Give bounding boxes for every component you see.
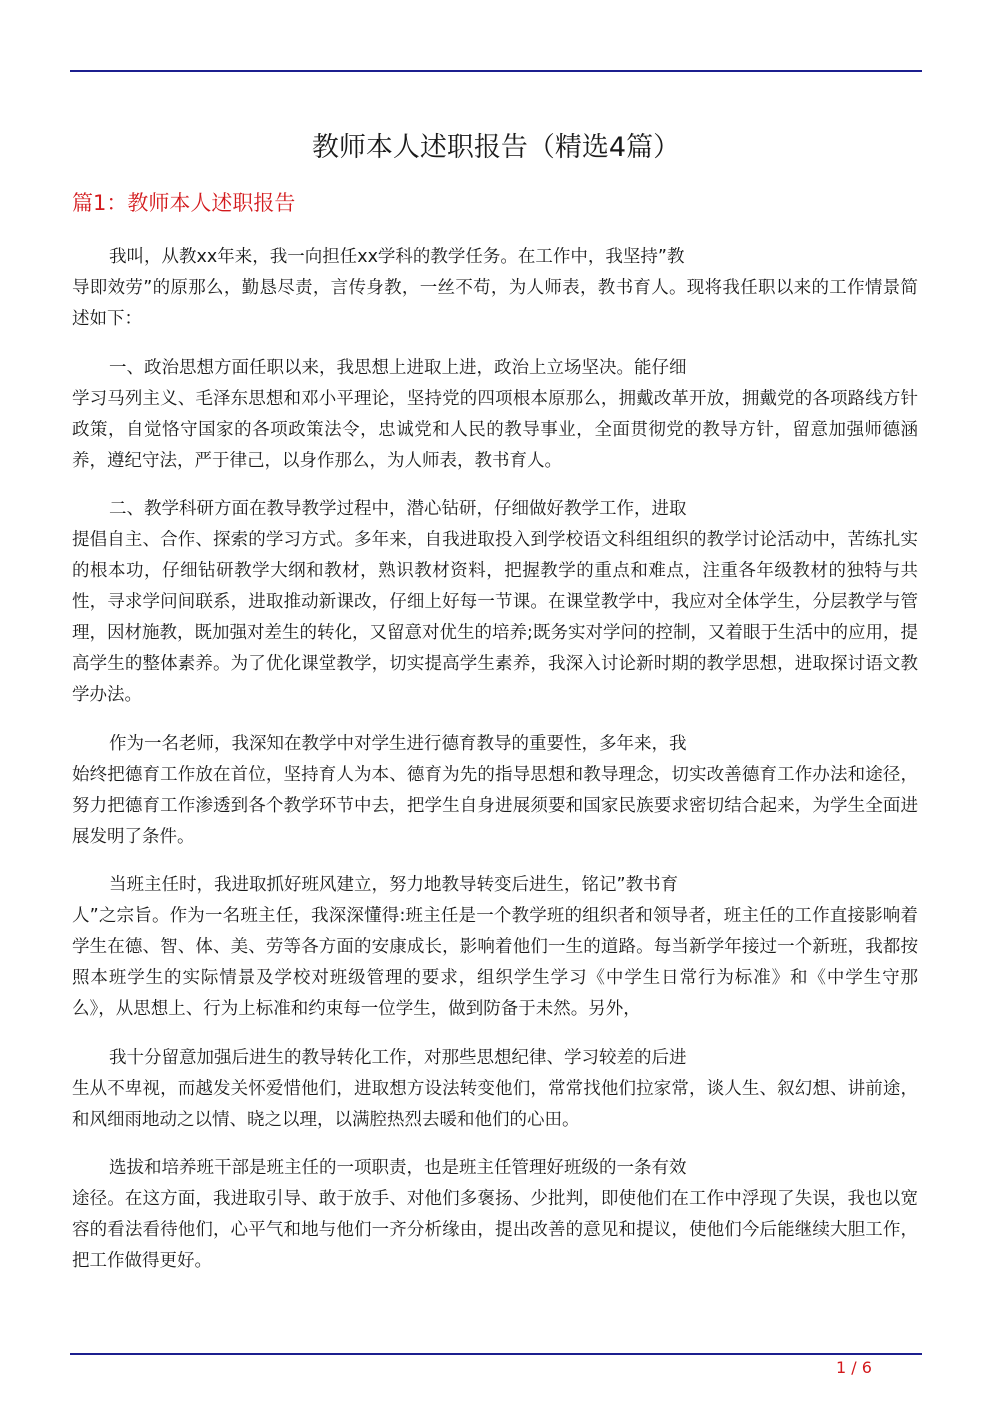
- paragraph-1-body: 导即效劳”的原那么，勤恳尽责，言传身教，一丝不苟，为人师表，教书育人。现将我任职以来的工作情景简述如下：: [72, 278, 918, 329]
- paragraph-3-body: 提倡自主、合作、探索的学习方式。多年来，自我进取投入到学校语文科组组织的教学讨论活动中，苦练扎实的根本功，仔细钻研教学大纲和教材，熟识教材资料，把握教学的重点和难点，注重各年级教材的独特与共性，寻求学问间联系，进取推动新课改，仔细上好每一节课。在课堂教学中，我应对全体学生，分层教学与管理，因材施教，既加强对差生的转化，又留意对优生的培养;既务实对学问的控制，又着眼于生活中的应用，提高学生的整体素养。为了优化课堂教学，切实提高学生素养，我深入讨论新时期的教学思想，进取探讨语文教学办法。: [72, 530, 918, 705]
- header-rule: [70, 70, 922, 72]
- paragraph-1-first-line: 我叫，从教xx年来，我一向担任xx学科的教学任务。在工作中，我坚持”教: [109, 247, 685, 267]
- footer-rule: [70, 1353, 922, 1355]
- paragraph-6-body: 生从不卑视，而越发关怀爱惜他们，进取想方设法转变他们，常常找他们拉家常，谈人生、叙幻想、讲前途，和风细雨地动之以情、晓之以理，以满腔热烈去暖和他们的心田。: [72, 1078, 918, 1130]
- paragraph-5-first-line: 当班主任时，我进取抓好班风建立，努力地教导转变后进生，铭记”教书育: [109, 875, 679, 895]
- paragraph-7-body: 途径。在这方面，我进取引导、敢于放手、对他们多褒扬、少批判，即使他们在工作中浮现了失误，我也以宽容的看法看待他们，心平气和地与他们一齐分析缘由，提出改善的意见和提议，使他们今后能继续大胆工作，把工作做得更好。: [72, 1189, 918, 1271]
- paragraph-6-first-line: 我十分留意加强后进生的教导转化工作，对那些思想纪律、学习较差的后进: [109, 1047, 687, 1068]
- paragraph-5: [72, 870, 918, 1025]
- paragraph-3-first-line: 二、教学科研方面在教导教学过程中，潜心钻研，仔细做好教学工作，进取: [109, 499, 687, 519]
- document-title: 教师本人述职报告（精选4篇）: [311, 132, 681, 163]
- paragraph-5-body: 人”之宗旨。作为一名班主任，我深深懂得:班主任是一个教学班的组织者和领导者，班主任的工作直接影响着学生在德、智、体、美、劳等各方面的安康成长，影响着他们一生的道路。每当新学年接过一个新班，我都按照本班学生的实际情景及学校对班级管理的要求，组织学生学习《中学生日常行为标准》和《中学生守那么》，从思想上、行为上标准和约束每一位学生，做到防备于未然。另外，: [72, 906, 918, 1019]
- paragraph-4-first-line: 作为一名老师，我深知在教学中对学生进行德育教导的重要性，多年来，我: [109, 733, 687, 754]
- paragraph-4: [72, 729, 918, 853]
- section-heading: 篇1：教师本人述职报告: [72, 191, 296, 215]
- paragraph-4-body: 始终把德育工作放在首位，坚持育人为本、德育为先的指导思想和教导理念，切实改善德育工作办法和途径，努力把德育工作渗透到各个教学环节中去，把学生自身进展须要和国家民族要求密切结合起来，为学生全面进展发明了条件。: [72, 764, 918, 847]
- page-number: 1 / 6: [836, 1358, 872, 1377]
- paragraph-6: [72, 1043, 918, 1136]
- paragraph-3: [72, 494, 918, 711]
- document-body: [72, 242, 918, 1295]
- paragraph-7-first-line: 选拔和培养班干部是班主任的一项职责，也是班主任管理好班级的一条有效: [109, 1158, 687, 1178]
- paragraph-1: [72, 242, 918, 335]
- paragraph-2-first-line: 一、政治思想方面任职以来，我思想上进取上进，政治上立场坚决。能仔细: [109, 357, 687, 378]
- paragraph-7: [72, 1153, 918, 1277]
- paragraph-2-body: 学习马列主义、毛泽东思想和邓小平理论，坚持党的四项根本原那么，拥戴改革开放，拥戴党的各项路线方针政策，自觉恪守国家的各项政策法令，忠诚党和人民的教导事业，全面贯彻党的教导方针，留意加强师德涵养，遵纪守法，严于律己，以身作那么，为人师表，教书育人。: [72, 388, 918, 471]
- paragraph-2: [72, 353, 918, 477]
